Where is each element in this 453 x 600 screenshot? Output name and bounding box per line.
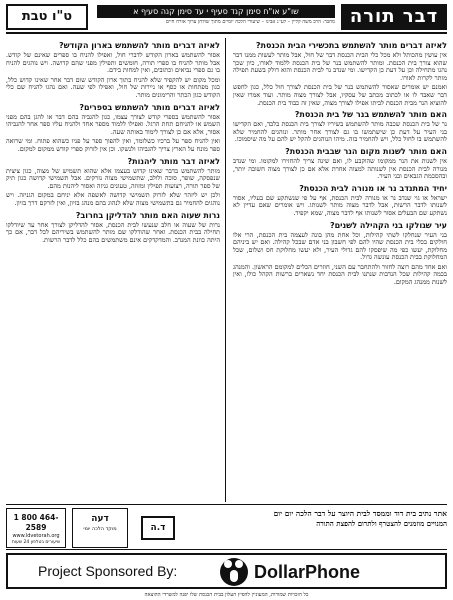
paragraph: בני העיר שנחלקו לשתי קהילות, וכל אחת מהן בונה לעצמה בית הכנסת, הרי אלו חולקים בכלי בית הכנסת שהיו להם לפי חשבון בני אדם שבכל קהילה. ואם יש ביניהם מחלוקת, יעשו כפי מה שיפסקו להם גדולי העיר, ולא יעשו מחלוקת חס ושלום, שכל המחלוקת בבית הכנסת עונשה גדול.: [233, 230, 447, 262]
left-column: [6, 38, 220, 502]
organization-box: [72, 508, 128, 548]
paragraph: אסור להשתמש בארון הקודש לדברי חול, ואפילו להניח בו ספרים שאינם של קודש. אבל מותר להניח בו ספרי תורה, חומשים ותפילין מפני שהם קדושה. ויש נוהגים להניח בו גם ספרי נביאים וכתובים, ואין למחות בידם.: [6, 51, 220, 75]
paragraph: אסור להשתמש בספרי קודש לצורך עצמו, כגון להגביה בהם דבר או להגן בהם מפני השמש או להניחם תחת הרגל. ואפילו ללמוד מספר אחד ולהניח עליו ספר אחר להגביהו אסור, אלא אם כן לצורך לימוד באותה שעה.: [6, 112, 220, 136]
section-heading: האם מותר להשתמש בנר של בית הכנסת?: [294, 110, 447, 120]
masthead-title: דבר תורה: [341, 4, 447, 30]
footer-note: כל הזכויות שמורות, המעוניין להפיץ העלון בבית הכנסת שלו יפנה למשרדי ההוצאה: [144, 592, 309, 598]
promo-line-2: המנויים מוזמנים להצטרף ולתרום להפצת התורה: [316, 519, 447, 528]
sponsor-bar: [6, 553, 447, 589]
paragraph: ואין להניח ספר על ברכיו כשלומד, ואין להפוך ספר על פניו כשהוא פתוח. ומי שרואה ספר מונח על הארץ צריך להגביהו ולנשקו. וכן אין לזרוק ספרי קודש ממקום למקום.: [6, 137, 220, 153]
header-fine-print: מחבר: הרב משה קליין – לע"נ אבינו – שיעורי הלכה יומיים מתוך שולחן ערוך אורח חיים: [165, 20, 335, 25]
section-heading: נרות שעוה האם מותר להדליקן בחרוב?: [75, 210, 220, 220]
date-tab: ט"ו טבת: [6, 4, 88, 30]
column-divider: [225, 38, 226, 502]
header: [6, 4, 447, 34]
dollarphone-logo[interactable]: [220, 558, 380, 586]
promo-line-1: אתר נתיב בית דוד וממסד לבית היוצר על דבר הלכה יום יום: [273, 509, 447, 518]
paragraph: ואמנם יש אומרים שאסור להשתמש בנר של בית הכנסת לצורך חול כלל, כגון לחפש דבר שאבד לו או לכתוב מכתב של עסקיו, אבל לצורך מצוה מותר. ועוד אמרו שאין להוציא הנר מבית הכנסת לביתו אפילו לצורך מצוה, שאין זה כבוד בית הכנסת.: [233, 83, 447, 107]
paragraph: ישראל או גוי שנדב נר או מנורה לבית הכנסת, אף על פי שנשתקע שם בעליו, אסור לשנותו לדבר הרשות, אבל לדבר מצוה מותר לשנותו. ויש אומרים שאם עדיין לא נשתקע שם הבעלים אסור לשנותו אף לדבר מצוה, שמא יקפיד.: [233, 193, 447, 217]
section-heading: עיר שגולקו בני הקהילה לשנים?: [329, 220, 447, 230]
section-heading: לאיזה דברים מותר להשתמש בתכשירי הבית הכנסת?: [255, 41, 447, 50]
website-link[interactable]: www.ldvetorah.org: [12, 533, 60, 539]
paragraph: אין לשנות את הנר ממקומו שהוקבע לו, ואם שינה צריך להחזירו למקומו. ומי שנדב מנורה לבית הכנסת אין לשנותה למצוה אחרת אלא אם כן לצורך מצוה חשובה יותר, ובהסכמת הגבאים ובני העיר.: [233, 156, 447, 181]
promo-badge: ד.ה: [141, 516, 175, 540]
paragraph: ולכן יש ליזהר שלא לזרוק תשמישי קדושה לאשפה אלא יניחם במקום הגניזה. ויש נוהגים להחמיר גם בתשמישי מצוה שלא לנהוג בהם מנהג בזיון, ואין לזרקם דרך בזיון.: [6, 191, 220, 207]
sponsor-label: Project Sponsored By:: [38, 563, 178, 579]
paragraph: נרות של שעוה או חלב שנעשו לבית הכנסת, אסור להדליקן לצורך אחר עד שיודלקו תחילה בבית הכנסת. ואחר שהודלקו שם מותר להשתמש בשיריהם לכל דבר, אם כך היתה כוונת המנדב. והמדקדקים אינם משתמשים בהם כלל לדבר הרשות.: [6, 220, 220, 244]
right-column: [233, 38, 447, 502]
paragraph: מותר להשתמש בדבר שאינו קדוש בעצמו אלא שהוא תשמיש של מצוה, כגון ציצית שנפסקה, שופר, סוכה ולולב, שתשמישי מצוה נזרקים. אבל תשמישי קדושה כגון תיק של ספר תורה, רצועות תפילין ומזוזה, טעונים גניזה ואסור ליהנות מהם.: [6, 166, 220, 190]
paragraph: ומכל מקום יש להקפיד שלא להניח בתוך ארון הקודש שום דבר אחר שאינו קדוש כלל, כגון מפתחות או כסף או ניירות של חול, ואפילו לפי שעה. ואם נהגו להניח שם כלי הקודש כגון הכתר והרימונים מותר.: [6, 75, 220, 99]
phone-info-box[interactable]: [6, 508, 66, 548]
dollarphone-logo-icon: [220, 558, 248, 586]
header-subtitle: שו"ע או"ח סימן קנד סעיף י עד סימן קנה סעיף א: [97, 5, 335, 18]
section-heading: יחיד המתנדב נר או מנורה לבית הכנסת?: [299, 183, 447, 193]
paragraph: נר של בית הכנסת שכבה מותר להשתמש בשיריו לצורך בית הכנסת בלבד, ואם הקדישו בני העיר על דעת כן שישתמשו בו גם לצורך אחר מותר. ונוהגים להחמיר שלא להשתמש בו לחול כלל, ויש להחמיר בזה. מיהו הנוהגים להקל יש להם על מה שיסמוכו.: [233, 120, 447, 144]
article-body: [6, 38, 447, 502]
section-heading: לאיזה דבר מותר ליהנות?: [127, 156, 220, 166]
section-heading: לאיזה דברים מותר להשתמש בארון הקודש?: [58, 41, 220, 50]
section-heading: לאיזה דברים מותר להשתמש בספרים?: [79, 102, 220, 112]
organization-logo: דעה: [91, 514, 109, 524]
phone-note: שיעורים בטלפון 24 שעות: [11, 540, 61, 545]
paragraph: ואם אחד מהם רוצה לחזור ולהתחבר עם השני, חוזרים הכלים למקומם הראשון. והמנהג בכמה קהילות שכל הנדבות שנתנו לבית הכנסת יחד נשארים ברשות הקהל כולו, ואין לשנות ממנהג המקום.: [233, 262, 447, 287]
section-heading: האם מותר לשנות מקום הנר שבבית הכנסת?: [285, 146, 447, 156]
paragraph: אין עושין מהכותל ולא מכל כלי הבית הכנסת דבר של חול, אבל מותר לעשות ממנו דבר שהוא צורך בית הכנסת. ומותר להשתמש בנר של בית הכנסת ללמוד לאורו, כיון שכך נהגו מתחילה וכן על דעת כן הקדישו. ומי שנדב נר לבית הכנסת והוא דולק בשעת תפילה מותר לקרות לאורו.: [233, 51, 447, 82]
sponsor-name: DollarPhone: [254, 562, 361, 582]
promo-banner: [137, 508, 447, 548]
organization-subtitle: מוקד הלכה יומי: [83, 526, 117, 532]
phone-number: 1 800 464-2589: [13, 513, 59, 532]
info-strip: [6, 504, 447, 550]
